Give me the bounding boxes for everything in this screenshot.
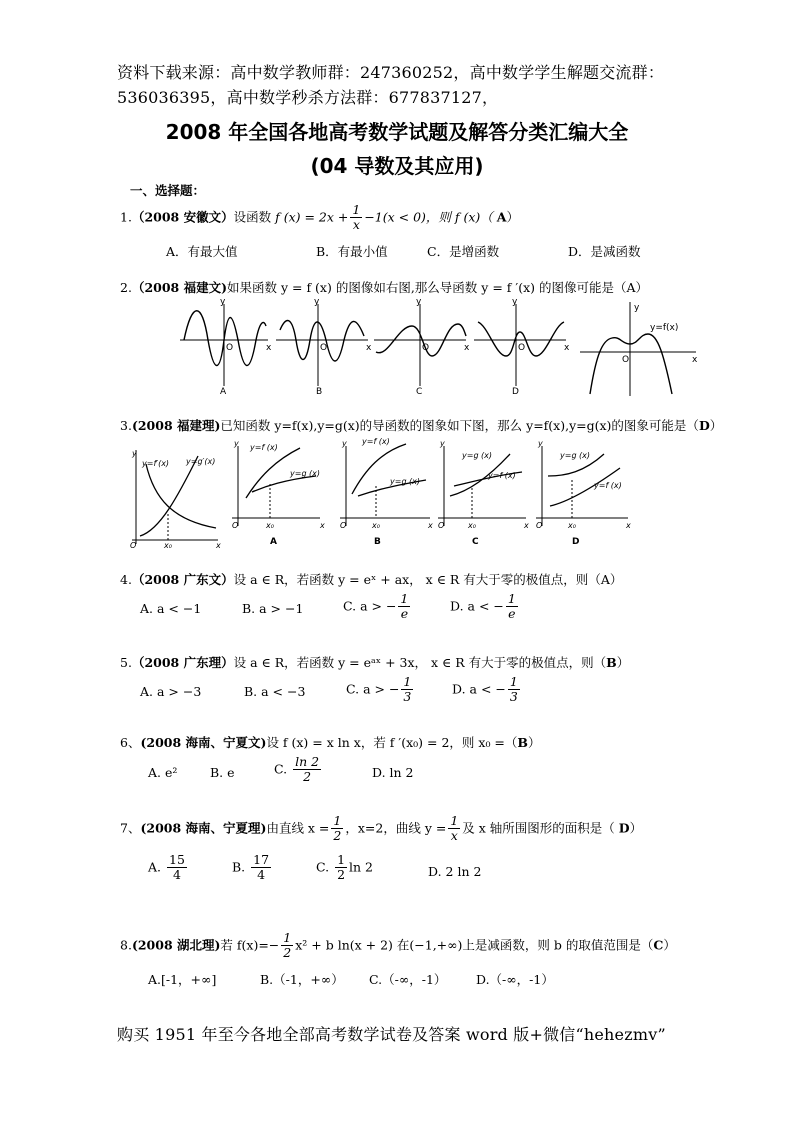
- svg-text:y: y: [416, 297, 422, 307]
- question-6: 6、(2008 海南、宁夏文)设 f (x) = x ln x，若 f ′(x₀) = 2，则 x₀ =（B）: [120, 735, 541, 750]
- q2-graphs: [176, 296, 716, 400]
- fprime-label: y=f′(x): [142, 459, 170, 468]
- q4-option-b: B. a > −1: [242, 601, 304, 616]
- q7-option-d: D. 2 ln 2: [428, 864, 482, 879]
- graph-label-c: C: [416, 387, 423, 397]
- svg-text:x: x: [524, 521, 529, 530]
- page-title: 2008 年全国各地高考数学试题及解答分类汇编大全: [165, 120, 629, 144]
- question-1: 1.（2008 安徽文）设函数 f (x) = 2x + $\frac{1}{x}$ −1(x < 0)，则 f (x)（ A）: [120, 202, 520, 233]
- svg-text:y: y: [220, 297, 226, 307]
- graph-label-a: A: [220, 387, 227, 397]
- graph-label-d: D: [572, 537, 580, 547]
- svg-text:O: O: [320, 343, 328, 353]
- q7-option-b: B. $\frac{17}{4}$: [232, 852, 270, 883]
- question-7: 7、(2008 海南、宁夏理)由直线 x = $\frac{1}{2}$ ，x=2，曲线 y = $\frac{1}{x}$ 及 x 轴所围图形的面积是（ D）: [120, 813, 643, 844]
- answer: B: [517, 735, 528, 750]
- svg-text:O: O: [518, 343, 526, 353]
- svg-text:O: O: [340, 521, 347, 530]
- q8-option-d: D.（-∞，-1）: [476, 972, 554, 987]
- svg-text:x₀: x₀: [164, 541, 172, 550]
- q6-option-d: D. ln 2: [372, 765, 414, 780]
- q5-option-a: A. a > −3: [140, 684, 202, 699]
- answer: C: [653, 937, 664, 953]
- q5-option-b: B. a < −3: [244, 684, 306, 699]
- svg-text:O: O: [438, 521, 445, 530]
- q6-option-a: A. e²: [148, 765, 178, 780]
- question-3: 3.(2008 福建理)已知函数 y=f(x),y=g(x)的导函数的图象如下图，那么 y=f(x),y=g(x)的图象可能是（D）: [120, 418, 723, 433]
- svg-text:x₀: x₀: [468, 521, 476, 530]
- q8-option-b: B.（-1，+∞）: [260, 972, 344, 987]
- q4-option-d: D. a < − $\frac{1}{e}$: [450, 591, 516, 622]
- header-line-2: 536036395，高中数学秒杀方法群：677837127，: [117, 88, 499, 107]
- q4-option-c: C. a > − $\frac{1}{e}$: [343, 591, 409, 622]
- svg-text:O: O: [130, 541, 137, 550]
- svg-text:y: y: [634, 303, 640, 313]
- svg-text:x: x: [692, 355, 698, 365]
- svg-text:y: y: [538, 439, 543, 448]
- q8-option-c: C.（-∞，-1）: [369, 972, 447, 987]
- question-5: 5.（2008 广东理）设 a ∈ R，若函数 y = eᵃˣ + 3x， x ∈ R 有大于零的极值点，则（B）: [120, 655, 630, 670]
- graph-label-b: B: [316, 387, 323, 397]
- svg-text:x₀: x₀: [266, 521, 274, 530]
- svg-text:y: y: [512, 297, 518, 307]
- svg-text:O: O: [226, 343, 234, 353]
- question-8: 8.(2008 湖北理)若 f(x)=− $\frac{1}{2}$ x² + b ln(x + 2) 在(−1,+∞)上是减函数，则 b 的取值范围是（C）: [120, 930, 676, 961]
- q4-option-a: A. a < −1: [140, 601, 202, 616]
- svg-text:y=g (x): y=g (x): [390, 477, 421, 486]
- svg-text:y=f (x): y=f (x): [362, 437, 390, 446]
- answer: B: [606, 655, 617, 670]
- q6-option-b: B. e: [210, 765, 235, 780]
- svg-text:y=g (x): y=g (x): [462, 451, 493, 460]
- footer-note: 购买 1951 年至今各地全部高考数学试卷及答案 word 版+微信“hehezmv”: [117, 1025, 666, 1044]
- svg-text:y=g (x): y=g (x): [560, 451, 591, 460]
- page-subtitle: (04 导数及其应用): [310, 154, 484, 178]
- q6-option-c: C. $\frac{\ln 2}{2}$: [274, 754, 320, 785]
- svg-text:x₀: x₀: [372, 521, 380, 530]
- svg-text:y: y: [132, 449, 137, 458]
- gprime-label: y=g′(x): [186, 457, 216, 466]
- section-heading: 一、选择题：: [130, 183, 206, 198]
- header-line-1: 资料下载来源：高中数学教师群：247360252，高中数学学生解题交流群：: [117, 63, 665, 82]
- svg-text:x: x: [366, 343, 372, 353]
- svg-text:y: y: [314, 297, 320, 307]
- svg-text:y: y: [440, 439, 445, 448]
- svg-text:O: O: [422, 343, 430, 353]
- option-d: D．是减函数: [568, 244, 641, 259]
- svg-text:x: x: [564, 343, 570, 353]
- q3-graphs: [120, 436, 640, 548]
- q5-option-d: D. a < − $\frac{1}{3}$: [452, 674, 518, 705]
- answer: D: [618, 820, 630, 836]
- answer: D: [698, 418, 710, 433]
- graph-label-d: D: [512, 387, 519, 397]
- option-c: C．是增函数: [427, 244, 500, 259]
- svg-text:x: x: [626, 521, 631, 530]
- svg-text:y: y: [234, 439, 239, 448]
- svg-text:x: x: [464, 343, 470, 353]
- svg-text:y=g (x): y=g (x): [290, 469, 321, 478]
- option-b: B．有最小值: [316, 244, 388, 259]
- svg-text:O: O: [536, 521, 543, 530]
- question-4: 4.（2008 广东文）设 a ∈ R，若函数 y = eˣ + ax， x ∈ R 有大于零的极值点，则（A）: [120, 572, 623, 587]
- svg-text:x: x: [216, 541, 221, 550]
- q7-option-a: A. $\frac{15}{4}$: [148, 852, 185, 883]
- q7-option-c: C. $\frac{1}{2}$ ln 2: [316, 852, 374, 883]
- svg-text:O: O: [232, 521, 239, 530]
- q8-option-a: A.[-1，+∞]: [148, 972, 217, 987]
- svg-text:x: x: [428, 521, 433, 530]
- svg-text:y=f (x): y=f (x): [250, 443, 278, 452]
- graph-label-c: C: [472, 537, 479, 547]
- svg-text:y: y: [342, 439, 347, 448]
- q5-option-c: C. a > − $\frac{1}{3}$: [346, 674, 412, 705]
- graph-label-a: A: [270, 537, 277, 547]
- svg-text:y=f (x): y=f (x): [488, 471, 516, 480]
- option-a: A．有最大值: [166, 244, 238, 259]
- svg-text:y=f (x): y=f (x): [594, 481, 622, 490]
- svg-text:O: O: [622, 355, 630, 365]
- answer: A: [496, 209, 507, 225]
- fx-label: y=f(x): [650, 323, 679, 333]
- svg-text:x₀: x₀: [568, 521, 576, 530]
- svg-text:x: x: [266, 343, 272, 353]
- graph-label-b: B: [374, 537, 381, 547]
- question-2: 2.（2008 福建文)如果函数 y = f (x) 的图像如右图,那么导函数 y = f ′(x) 的图像可能是（A）: [120, 280, 649, 295]
- svg-text:x: x: [320, 521, 325, 530]
